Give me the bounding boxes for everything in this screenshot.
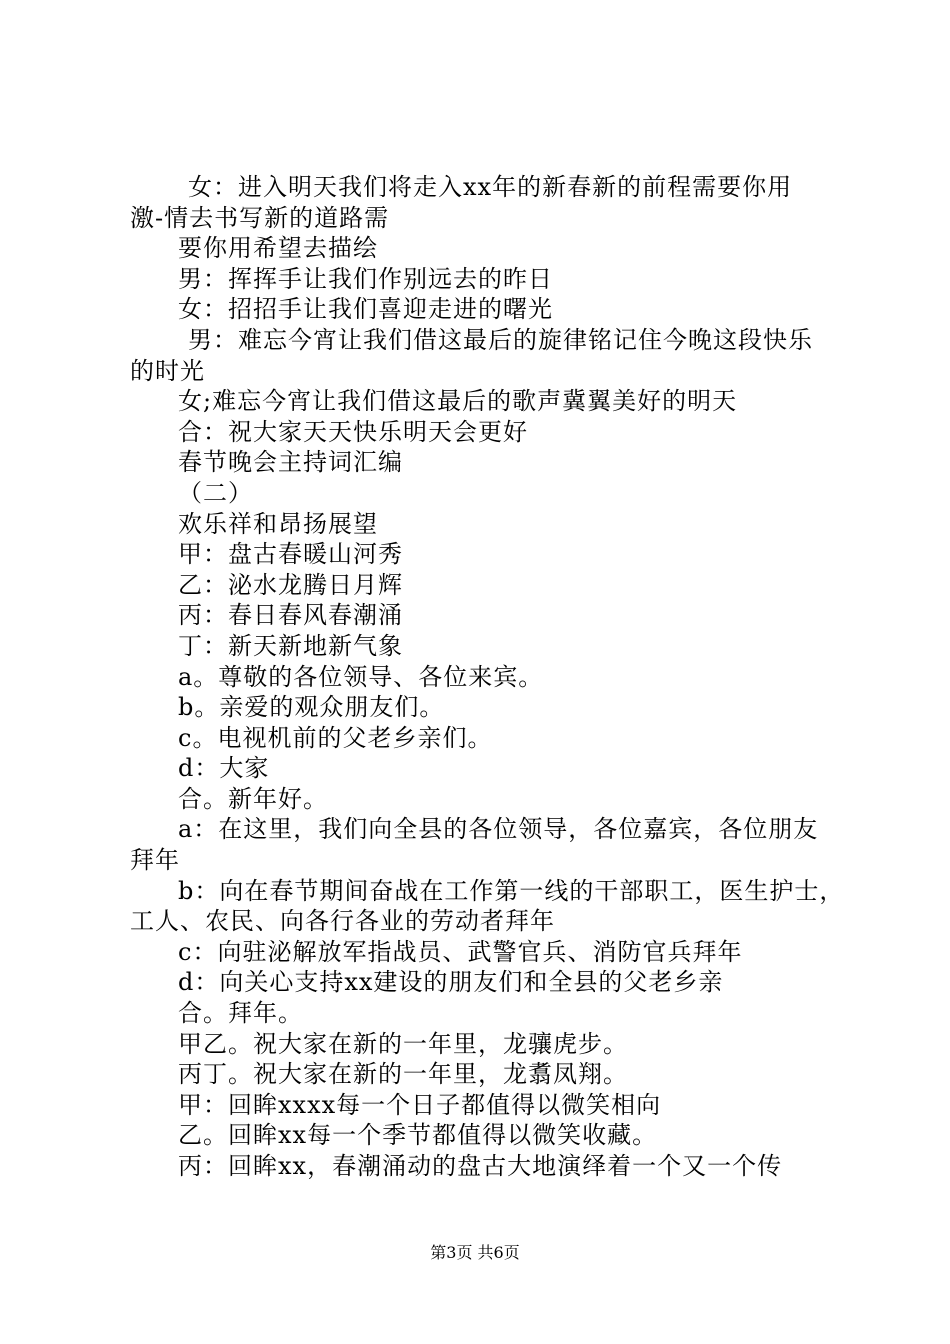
text-line: 女：进入明天我们将走入xx年的新春新的前程需要你用: [188, 173, 793, 201]
document-body: [130, 172, 845, 1182]
text-line: 乙：泌水龙腾日月辉: [178, 570, 403, 599]
text-line: 甲：回眸xxxx每一个日子都值得以微笑相向: [178, 1090, 662, 1119]
text-line: 丙：春日春风春潮涌: [178, 601, 403, 630]
text-line: b：向在春节期间奋战在工作第一线的干部职工，医生护士，: [178, 876, 845, 905]
text-line: 拜年: [130, 846, 180, 875]
text-line: d：向关心支持xx建设的朋友们和全县的父老乡亲: [178, 968, 724, 997]
text-line: 激-情去书写新的道路需: [130, 203, 390, 232]
text-line: 女：招招手让我们喜迎走进的曙光: [178, 295, 553, 324]
section-title: 春节晚会主持词汇编: [178, 448, 403, 477]
text-line: 合。拜年。: [178, 999, 303, 1028]
text-line: 工人、农民、向各行各业的劳动者拜年: [130, 907, 555, 936]
text-line: a：在这里，我们向全县的各位领导，各位嘉宾，各位朋友: [178, 815, 819, 844]
text-line: 合：祝大家天天快乐明天会更好: [178, 417, 528, 446]
text-line: 的时光: [130, 356, 205, 385]
section-subtitle: 欢乐祥和昂扬展望: [178, 509, 378, 538]
text-line: 男：挥挥手让我们作别远去的昨日: [178, 264, 553, 293]
text-line: c：向驻泌解放军指战员、武警官兵、消防官兵拜年: [178, 937, 743, 966]
text-line: a。尊敬的各位领导、各位来宾。: [178, 662, 544, 691]
text-line: 甲乙。祝大家在新的一年里，龙骧虎步。: [178, 1029, 628, 1058]
section-number: （二）: [178, 478, 253, 507]
text-line: 丙：回眸xx，春潮涌动的盘古大地演绎着一个又一个传: [178, 1152, 783, 1180]
text-line: 女;难忘今宵让我们借这最后的歌声冀翼美好的明天: [178, 387, 738, 416]
text-line: b。亲爱的观众朋友们。: [178, 693, 445, 722]
text-line: 甲：盘古春暖山河秀: [178, 540, 403, 569]
text-line: c。电视机前的父老乡亲们。: [178, 723, 493, 752]
text-line: d：大家: [178, 754, 270, 783]
text-line: 丙丁。祝大家在新的一年里，龙翥凤翔。: [178, 1060, 628, 1089]
page-number-footer: 第3页 共6页: [430, 1243, 520, 1262]
text-line: 乙。回眸xx每一个季节都值得以微笑收藏。: [178, 1121, 658, 1150]
text-line: 丁：新天新地新气象: [178, 631, 403, 660]
text-line: 合。新年好。: [178, 784, 328, 813]
text-line: 男：难忘今宵让我们借这最后的旋律铭记住今晚这段快乐: [188, 325, 813, 354]
text-line: 要你用希望去描绘: [178, 234, 378, 263]
